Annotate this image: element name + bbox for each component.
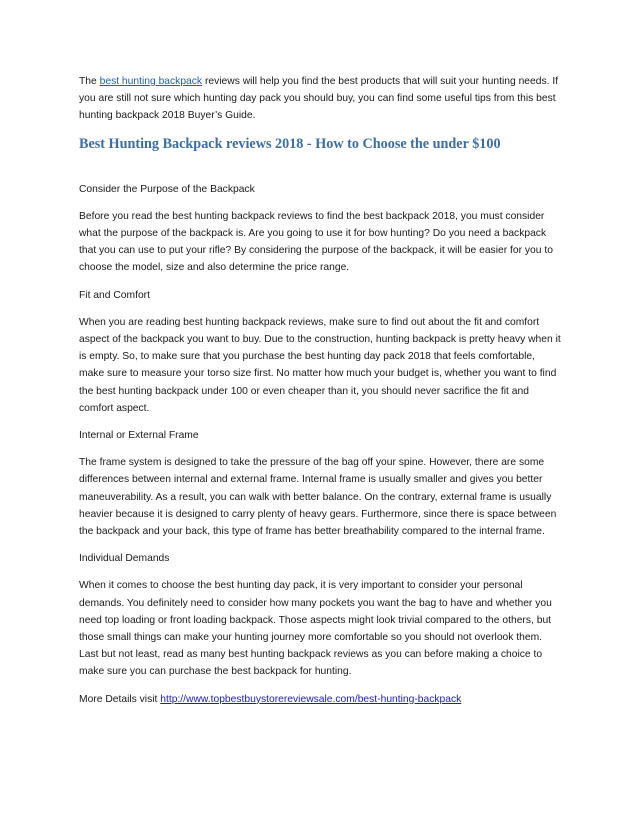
section-body-fit: When you are reading best hunting backpack reviews, make sure to find out about the fit and comfort aspect of the backpack you want to buy. Due to the construction, hunting backpack is pretty heavy when it is empty. So, to make sure that you purchase the best hunting day pack 2018 that feels comfortable, make sure to measure your torso size first. No matter how much your budget is, whether you want to find the best hunting backpack under 100 or even cheaper than it, you should never sacrifice the fit and comfort aspect. <box>79 316 561 414</box>
section-body-demands: When it comes to choose the best hunting day pack, it is very important to consider your personal demands. You definitely need to consider how many pockets you want the bag to have and whether you need top loading or front loading backpack. Those aspects might look trivial compared to the others, but those small things can make your hunting journey more comfortable so you should not overlook them. Last but not least, read as many best hunting backpack reviews as you can before making a choice to make sure you can purchase the best backpack for hunting. <box>79 580 552 678</box>
section-title-frame: Internal or External Frame <box>79 430 199 442</box>
document-page <box>79 73 561 718</box>
more-details-paragraph <box>79 691 561 708</box>
intro-suffix: reviews will help you find the best products that will suit your hunting needs. If you are still not sure which hunting day pack you should buy, you can find some useful tips from this best hunting backpack 2018 Buyer’s Guide. <box>79 76 559 122</box>
section-body-frame: The frame system is designed to take the pressure of the bag off your spine. However, there are some differences between internal and external frame. Internal frame is usually smaller and gives you better maneuverability. As a result, you can walk with better balance. On the contrary, external frame is usually heavier because it is designed to carry plenty of heavy gears. Furthermore, since there is space between the backpack and your back, this type of frame has better breathability compared to the internal frame. <box>79 457 557 538</box>
section-body-purpose: Before you read the best hunting backpack reviews to find the best backpack 2018, you must consider what the purpose of the backpack is. Are you going to use it for bow hunting? Do you need a backpack that you can use to put your rifle? By considering the purpose of the backpack, it will be easier for you to choose the model, size and also determine the price range. <box>79 210 553 274</box>
intro-prefix: The <box>79 76 100 87</box>
article-heading: Best Hunting Backpack reviews 2018 - How to Choose the under $100 <box>79 135 501 152</box>
section-title-fit: Fit and Comfort <box>79 289 150 301</box>
section-title-purpose: Consider the Purpose of the Backpack <box>79 183 255 195</box>
more-details-url-link[interactable]: http://www.topbestbuystorereviewsale.com/best-hunting-backpack <box>160 693 462 705</box>
more-details-prefix: More Details visit <box>79 693 161 705</box>
best-hunting-backpack-link[interactable]: best hunting backpack <box>99 76 203 87</box>
intro-paragraph <box>79 73 561 125</box>
section-title-demands: Individual Demands <box>79 553 170 565</box>
